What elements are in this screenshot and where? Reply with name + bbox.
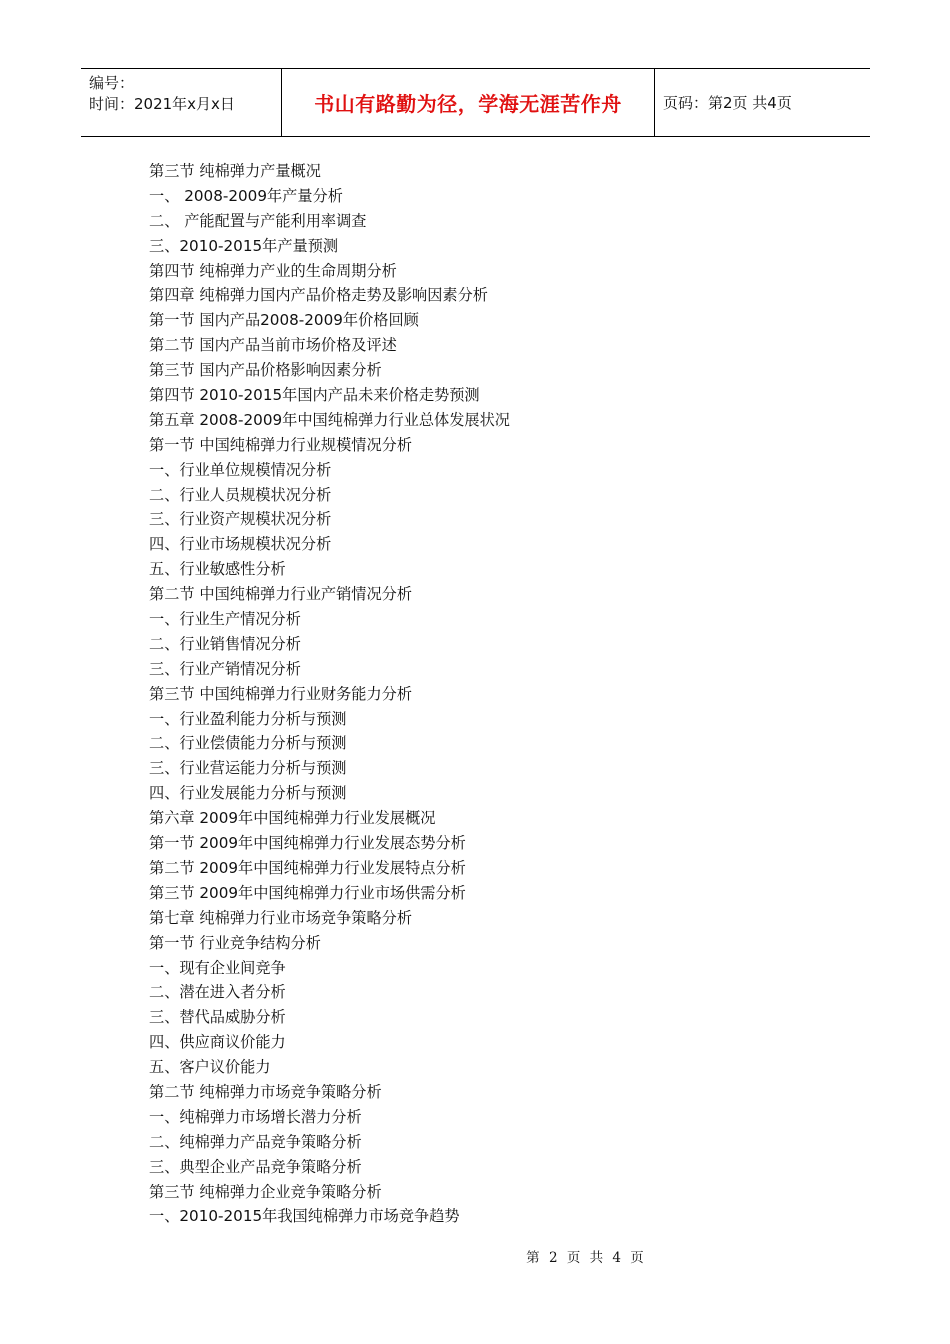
toc-entry: 第三节 纯棉弹力企业竞争策略分析 (149, 1182, 382, 1201)
toc-entry: 第七章 纯棉弹力行业市场竞争策略分析 (149, 908, 413, 927)
toc-entry: 二、 产能配置与产能利用率调查 (149, 211, 367, 230)
document-date-label: 时间：2021年x月x日 (89, 95, 235, 113)
toc-entry: 一、行业单位规模情况分析 (149, 460, 332, 479)
toc-entry: 三、2010-2015年产量预测 (149, 236, 339, 255)
toc-entry: 三、替代品威胁分析 (149, 1008, 286, 1027)
toc-entry: 一、纯棉弹力市场增长潜力分析 (149, 1107, 362, 1126)
toc-entry: 一、 2008-2009年产量分析 (149, 186, 343, 205)
toc-entry: 第六章 2009年中国纯棉弹力行业发展概况 (149, 809, 436, 828)
toc-entry: 第二节 中国纯棉弹力行业产销情况分析 (149, 585, 413, 604)
page-footer: 第 2 页 共 4 页 (526, 1250, 644, 1266)
table-of-contents (149, 159, 849, 1229)
toc-entry: 三、行业资产规模状况分析 (149, 510, 332, 529)
toc-entry: 第一节 中国纯棉弹力行业规模情况分析 (149, 435, 413, 454)
toc-entry: 第二节 纯棉弹力市场竞争策略分析 (149, 1082, 382, 1101)
toc-entry: 第一节 2009年中国纯棉弹力行业发展态势分析 (149, 834, 466, 853)
toc-entry: 二、行业人员规模状况分析 (149, 485, 332, 504)
toc-entry: 第二节 国内产品当前市场价格及评述 (149, 336, 397, 355)
toc-entry: 五、行业敏感性分析 (149, 560, 286, 579)
toc-entry: 三、行业营运能力分析与预测 (149, 759, 347, 778)
page-header (81, 68, 870, 137)
toc-entry: 二、行业偿债能力分析与预测 (149, 734, 347, 753)
toc-entry: 第一节 行业竞争结构分析 (149, 933, 321, 952)
toc-entry: 第三节 国内产品价格影响因素分析 (149, 361, 382, 380)
toc-entry: 第一节 国内产品2008-2009年价格回顾 (149, 311, 419, 330)
toc-entry: 四、行业发展能力分析与预测 (149, 784, 347, 803)
document-number-label: 编号： (89, 74, 135, 92)
header-info (81, 69, 282, 136)
toc-entry: 第三节 中国纯棉弹力行业财务能力分析 (149, 684, 413, 703)
header-motto: 书山有路勤为径，学海无涯苦作舟 (282, 69, 655, 136)
toc-entry: 一、行业盈利能力分析与预测 (149, 709, 347, 728)
toc-entry: 三、典型企业产品竞争策略分析 (149, 1157, 362, 1176)
toc-entry: 第四节 纯棉弹力产业的生命周期分析 (149, 261, 397, 280)
toc-entry: 一、2010-2015年我国纯棉弹力市场竞争趋势 (149, 1207, 460, 1226)
toc-entry: 四、行业市场规模状况分析 (149, 535, 332, 554)
toc-entry: 一、行业生产情况分析 (149, 610, 301, 629)
toc-entry: 第四章 纯棉弹力国内产品价格走势及影响因素分析 (149, 286, 488, 305)
toc-entry: 第三节 2009年中国纯棉弹力行业市场供需分析 (149, 883, 466, 902)
header-page-number: 页码：第2页 共4页 (663, 94, 792, 112)
toc-entry: 五、客户议价能力 (149, 1058, 271, 1077)
toc-entry: 四、供应商议价能力 (149, 1033, 286, 1052)
toc-entry: 第二节 2009年中国纯棉弹力行业发展特点分析 (149, 858, 466, 877)
toc-entry: 一、现有企业间竞争 (149, 958, 286, 977)
toc-entry: 三、行业产销情况分析 (149, 659, 301, 678)
toc-entry: 二、纯棉弹力产品竞争策略分析 (149, 1132, 362, 1151)
toc-entry: 第四节 2010-2015年国内产品未来价格走势预测 (149, 386, 480, 405)
toc-entry: 二、行业销售情况分析 (149, 634, 301, 653)
toc-entry: 第三节 纯棉弹力产量概况 (149, 162, 321, 180)
toc-entry: 二、潜在进入者分析 (149, 983, 286, 1002)
toc-entry: 第五章 2008-2009年中国纯棉弹力行业总体发展状况 (149, 410, 510, 429)
